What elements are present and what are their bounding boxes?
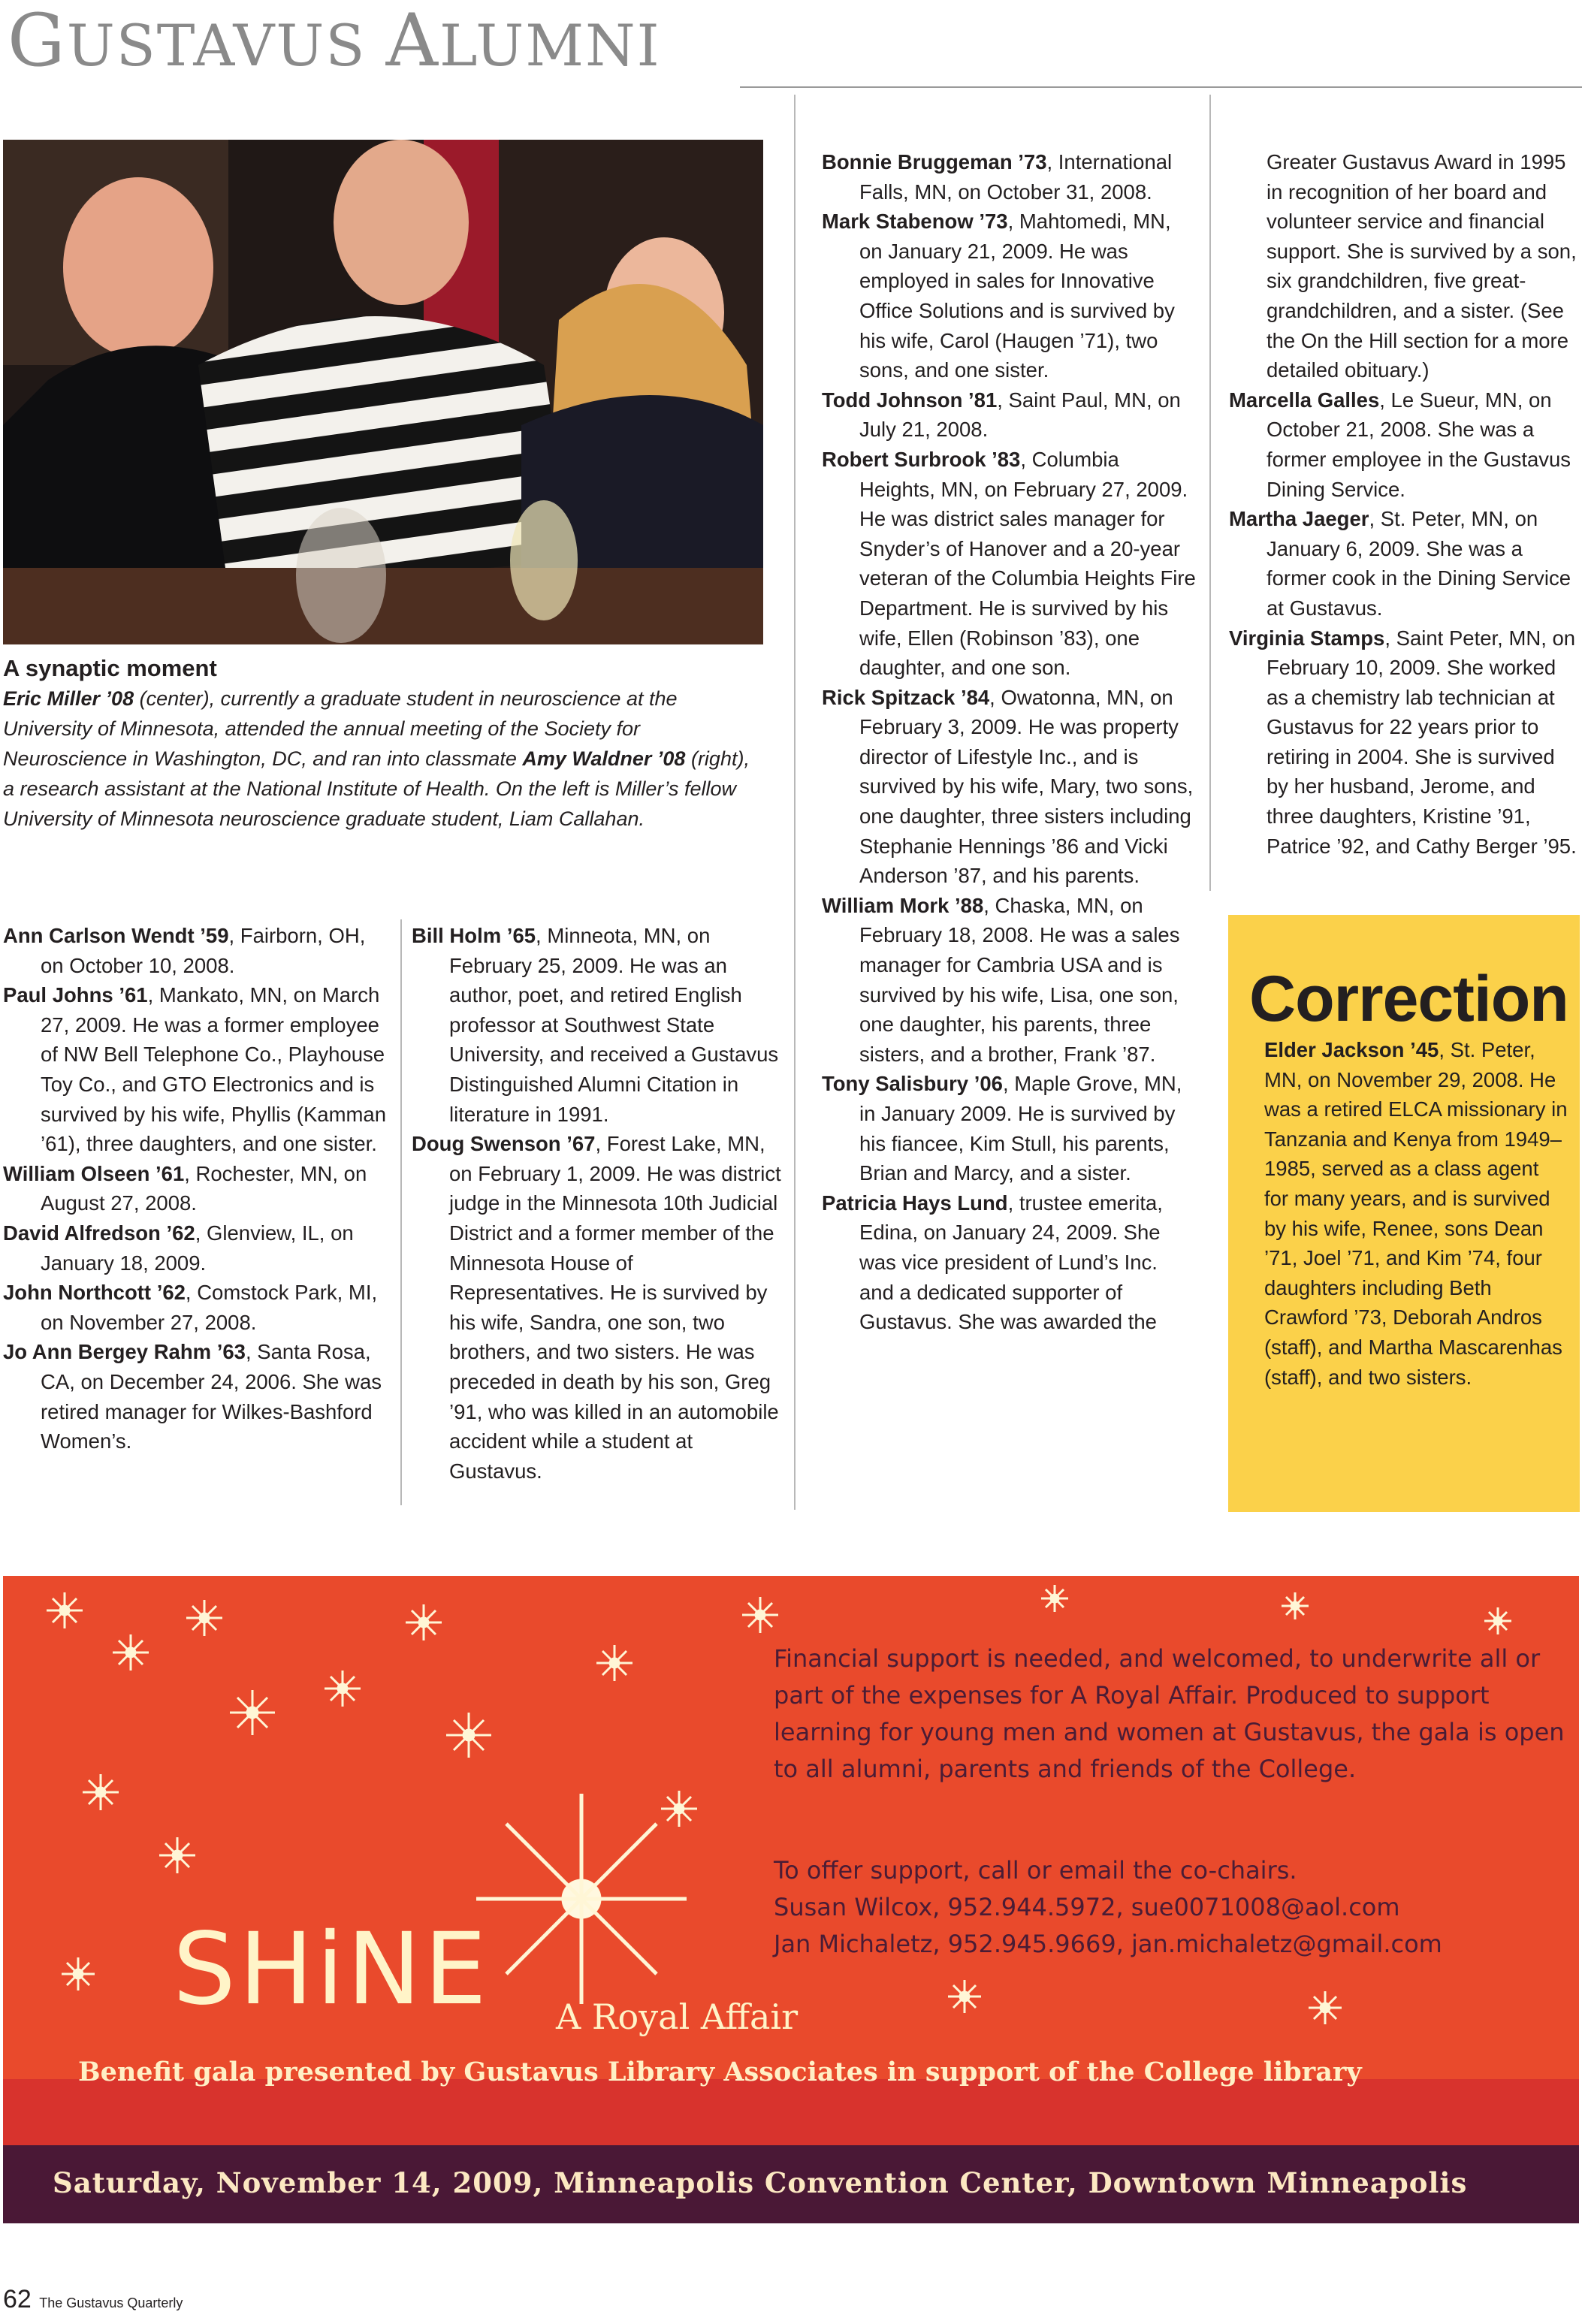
obituary-column-1 xyxy=(3,921,386,1456)
ad-shine-logo: SHiNE xyxy=(173,1912,490,2027)
obituary-column-3 xyxy=(822,147,1197,1337)
ad-benefit-line: Benefit gala presented by Gustavus Library Associates in support of the College library xyxy=(78,2057,1362,2087)
obituary-entry: William Mork ’88, Chaska, MN, on February 18, 2008. He was a sales manager for Cambria USA and is survived by his wife, Lisa, one son, one daughter, his parents, three sisters, and a brother, Frank ’87. xyxy=(822,893,1180,1066)
correction-title: Correction xyxy=(1249,963,1568,1035)
page-number: 62 xyxy=(3,2285,32,2313)
obituary-entry: Marcella Galles, Le Sueur, MN, on October 21, 2008. She was a former employee in the Gustavus Dining Service. xyxy=(1229,388,1571,501)
caption-title: A synaptic moment xyxy=(3,655,217,681)
ad-contact-line: Susan Wilcox, 952.944.5972, sue0071008@aol.com xyxy=(774,1893,1400,1921)
obituary-entry: Patricia Hays Lund, trustee emerita, Edina, on January 24, 2009. She was vice president of Lund’s Inc. and a dedicated supporter of Gustavus. She was awarded the xyxy=(822,1191,1163,1334)
ad-body-text: Financial support is needed, and welcomed, to underwrite all or part of the expenses for A Royal Affair. Produced to support learning for young men and women at Gustavus, the gala is open to all alumni, parents and friends of the College. xyxy=(774,1644,1565,1783)
obituary-entry: Ann Carlson Wendt ’59, Fairborn, OH, on October 10, 2008. xyxy=(3,924,366,977)
ad-contact-intro: To offer support, call or email the co-chairs. xyxy=(774,1856,1297,1885)
alumni-photo xyxy=(3,140,763,644)
page-footer xyxy=(3,2285,183,2314)
column-rule xyxy=(400,919,402,1505)
obituary-column-4 xyxy=(1229,147,1582,861)
ad-band-mid xyxy=(3,2079,1579,2145)
column-rule xyxy=(1209,95,1211,891)
obituary-entry: John Northcott ’62, Comstock Park, MI, on November 27, 2008. xyxy=(3,1281,378,1334)
ad-contact-line: Jan Michaletz, 952.945.9669, jan.michaletz@gmail.com xyxy=(774,1930,1442,1958)
obituary-entry: Doug Swenson ’67, Forest Lake, MN, on February 1, 2009. He was district judge in the Minnesota 10th Judicial District and a former member of the Minnesota House of Representatives. He is survived by his wife, Sandra, one son, two brothers, and two sisters. He was preceded in death by his son, Greg ’91, who was killed in an automobile accident while a student at Gustavus. xyxy=(412,1132,781,1483)
ad-subtitle: A Royal Affair xyxy=(556,1997,799,2037)
obituary-entry: Martha Jaeger, St. Peter, MN, on January 6, 2009. She was a former cook in the Dining Service at Gustavus. xyxy=(1229,507,1571,620)
ad-contact xyxy=(774,1852,1570,1963)
obituary-entry: Paul Johns ’61, Mankato, MN, on March 27, 2009. He was a former employee of NW Bell Telephone Co., Playhouse Toy Co., and GTO Electronics and is survived by his wife, Phyllis (Kamman ’61), three daughters, and one sister. xyxy=(3,983,387,1156)
obituary-column-2 xyxy=(412,921,787,1486)
obituary-entry: Rick Spitzack ’84, Owatonna, MN, on February 3, 2009. He was property director of Lifestyle Inc., and is survived by his wife, Mary, two sons, one daughter, three sisters including Stephanie Hennings ’86 and Vicki Anderson ’87, and his parents. xyxy=(822,685,1194,888)
ad-date-line: Saturday, November 14, 2009, Minneapolis Convention Center, Downtown Minneapolis xyxy=(53,2166,1468,2199)
obituary-entry: David Alfredson ’62, Glenview, IL, on January 18, 2009. xyxy=(3,1221,354,1275)
publication-name: The Gustavus Quarterly xyxy=(39,2295,183,2310)
obituary-entry: William Olseen ’61, Rochester, MN, on August 27, 2008. xyxy=(3,1161,367,1215)
caption-body: Eric Miller ’08 (center), currently a graduate student in neuroscience at the University of Minnesota, attended the annual meeting of the Society for Neuroscience in Washington, DC, and ran into classmate Amy Waldner ’08 (right), a research assistant at the National Institute of Health. On the left is Miller’s fellow University of Minnesota neuroscience graduate student, Liam Callahan. xyxy=(3,687,750,830)
shine-advertisement xyxy=(3,1576,1579,2223)
obituary-entry: Todd Johnson ’81, Saint Paul, MN, on July 21, 2008. xyxy=(822,388,1181,442)
photo-caption xyxy=(3,653,754,834)
correction-box xyxy=(1228,915,1580,1512)
obituary-entry: Bill Holm ’65, Minneota, MN, on February 25, 2009. He was an author, poet, and retired English professor at Southwest State University, and received a Gustavus Distinguished Alumni Citation in literature in 1991. xyxy=(412,924,779,1126)
obituary-entry: Robert Surbrook ’83, Columbia Heights, MN, on February 27, 2009. He was district sales manager for Snyder’s of Hanover and a 20-year veteran of the Columbia Heights Fire Department. He is survived by his wife, Ellen (Robinson ’83), one daughter, and one son. xyxy=(822,447,1196,680)
masthead-title: GUSTAVUS ALUMNI xyxy=(8,0,661,83)
obituary-entry: Jo Ann Bergey Rahm ’63, Santa Rosa, CA, on December 24, 2006. She was retired manager for Wilkes-Bashford Women’s. xyxy=(3,1340,382,1453)
obituary-entry: Mark Stabenow ’73, Mahtomedi, MN, on January 21, 2009. He was employed in sales for Innovative Office Solutions and is survived by his wife, Carol (Haugen ’71), two sons, and one sister. xyxy=(822,210,1175,382)
obituary-entry: Tony Salisbury ’06, Maple Grove, MN, in January 2009. He is survived by his fiancee, Kim Stull, his parents, Brian and Marcy, and a sister. xyxy=(822,1072,1182,1185)
obituary-continuation: Greater Gustavus Award in 1995 in recognition of her board and volunteer service and financial support. She is survived by a son, six grandchildren, five great-grandchildren, and a sister. (See the On the Hill section for a more detailed obituary.) xyxy=(1267,150,1577,382)
masthead xyxy=(8,0,1582,90)
correction-entry: Elder Jackson ’45, St. Peter, MN, on November 29, 2008. He was a retired ELCA missionary in Tanzania and Kenya from 1949–1985, served as a class agent for many years, and is survived by his wife, Renee, sons Dean ’71, Joel ’71, and Kim ’74, four daughters including Beth Crawford ’73, Deborah Andros (staff), and Martha Mascarenhas (staff), and two sisters. xyxy=(1264,1038,1568,1389)
masthead-rule xyxy=(740,86,1582,88)
column-rule xyxy=(794,95,796,1510)
obituary-entry: Bonnie Bruggeman ’73, International Falls, MN, on October 31, 2008. xyxy=(822,150,1173,204)
obituary-entry: Virginia Stamps, Saint Peter, MN, on February 10, 2009. She worked as a chemistry lab technician at Gustavus for 22 years prior to retiring in 2004. She is survived by her husband, Jerome, and three daughters, Kristine ’91, Patrice ’92, and Cathy Berger ’95. xyxy=(1229,626,1577,858)
